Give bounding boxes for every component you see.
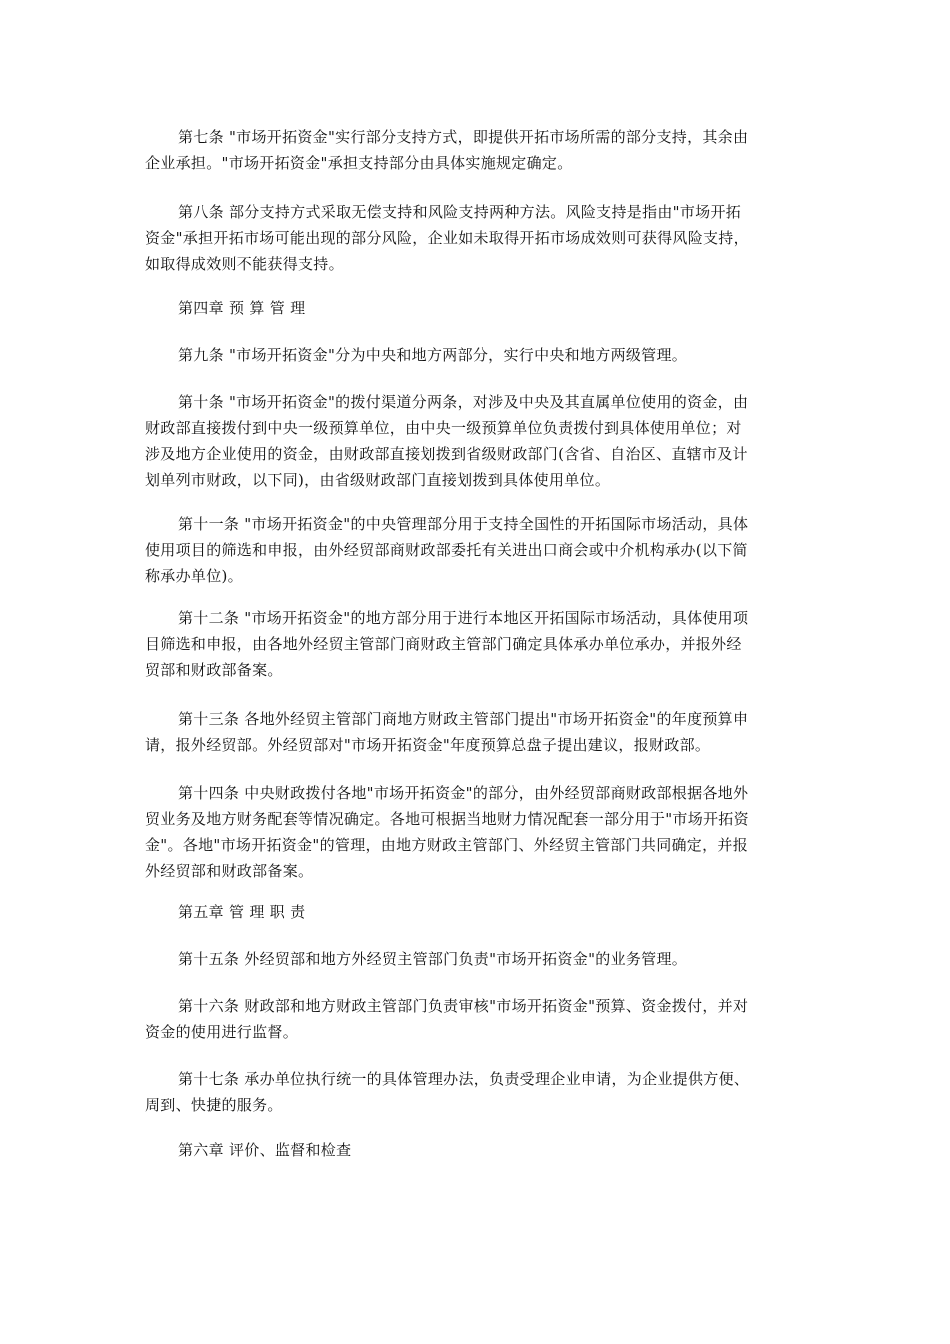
paragraph-line: 贸部和财政部备案。: [145, 661, 283, 679]
paragraph-line: 第十三条 各地外经贸主管部门商地方财政主管部门提出"市场开拓资金"的年度预算申: [178, 710, 749, 728]
article-12-paragraph: [145, 605, 815, 683]
chapter-heading: 第六章 评价、监督和检查: [178, 1141, 352, 1159]
article-16-paragraph: [145, 993, 815, 1045]
paragraph-line: 第九条 "市场开拓资金"分为中央和地方两部分，实行中央和地方两级管理。: [178, 346, 688, 364]
paragraph-line: 使用项目的筛选和申报，由外经贸部商财政部委托有关进出口商会或中介机构承办(以下简: [145, 541, 748, 559]
paragraph-line: 金"。各地"市场开拓资金"的管理，由地方财政主管部门、外经贸主管部门共同确定，并报: [145, 836, 749, 854]
paragraph-line: 外经贸部和财政部备案。: [145, 862, 314, 880]
article-17-paragraph: [145, 1066, 815, 1118]
chapter-4-heading: [145, 295, 815, 321]
paragraph-line: 划单列市财政，以下同)，由省级财政部门直接划拨到具体使用单位。: [145, 471, 611, 489]
paragraph-line: 资金"承担开拓市场可能出现的部分风险，企业如未取得开拓市场成效则可获得风险支持，: [145, 229, 749, 247]
paragraph-line: 第十七条 承办单位执行统一的具体管理办法，负责受理企业申请，为企业提供方便、: [178, 1070, 750, 1088]
paragraph-line: 如取得成效则不能获得支持。: [145, 255, 344, 273]
paragraph-line: 涉及地方企业使用的资金，由财政部直接划拨到省级财政部门(含省、自治区、直辖市及计: [145, 445, 748, 463]
paragraph-line: 第八条 部分支持方式采取无偿支持和风险支持两种方法。风险支持是指由"市场开拓: [178, 203, 742, 221]
paragraph-line: 第十一条 "市场开拓资金"的中央管理部分用于支持全国性的开拓国际市场活动，具体: [178, 515, 749, 533]
article-11-paragraph: [145, 511, 815, 589]
chapter-heading: 第五章 管 理 职 责: [178, 903, 306, 921]
article-13-paragraph: [145, 706, 815, 758]
paragraph-line: 周到、快捷的服务。: [145, 1096, 283, 1114]
article-7-paragraph: [145, 124, 815, 176]
chapter-6-heading: [145, 1137, 815, 1163]
paragraph-line: 目筛选和申报，由各地外经贸主管部门商财政主管部门确定具体承办单位承办，并报外经: [145, 635, 742, 653]
article-8-paragraph: [145, 199, 815, 277]
paragraph-line: 第七条 "市场开拓资金"实行部分支持方式，即提供开拓市场所需的部分支持，其余由: [178, 128, 749, 146]
paragraph-line: 第十五条 外经贸部和地方外经贸主管部门负责"市场开拓资金"的业务管理。: [178, 950, 688, 968]
paragraph-line: 第十条 "市场开拓资金"的拨付渠道分两条，对涉及中央及其直属单位使用的资金，由: [178, 393, 749, 411]
paragraph-line: 第十四条 中央财政拨付各地"市场开拓资金"的部分，由外经贸部商财政部根据各地外: [178, 784, 749, 802]
paragraph-line: 请，报外经贸部。外经贸部对"市场开拓资金"年度预算总盘子提出建议，报财政部。: [145, 736, 711, 754]
paragraph-line: 第十二条 "市场开拓资金"的地方部分用于进行本地区开拓国际市场活动，具体使用项: [178, 609, 749, 627]
chapter-5-heading: [145, 899, 815, 925]
paragraph-line: 企业承担。"市场开拓资金"承担支持部分由具体实施规定确定。: [145, 154, 573, 172]
article-10-paragraph: [145, 389, 815, 493]
paragraph-line: 资金的使用进行监督。: [145, 1023, 299, 1041]
paragraph-line: 称承办单位)。: [145, 567, 243, 585]
article-14-paragraph: [145, 780, 815, 884]
paragraph-line: 财政部直接拨付到中央一级预算单位，由中央一级预算单位负责拨付到具体使用单位；对: [145, 419, 742, 437]
paragraph-line: 贸业务及地方财务配套等情况确定。各地可根据当地财力情况配套一部分用于"市场开拓资: [145, 810, 749, 828]
article-9-paragraph: [145, 342, 815, 368]
paragraph-line: 第十六条 财政部和地方财政主管部门负责审核"市场开拓资金"预算、资金拨付，并对: [178, 997, 749, 1015]
article-15-paragraph: [145, 946, 815, 972]
chapter-heading: 第四章 预 算 管 理: [178, 299, 306, 317]
